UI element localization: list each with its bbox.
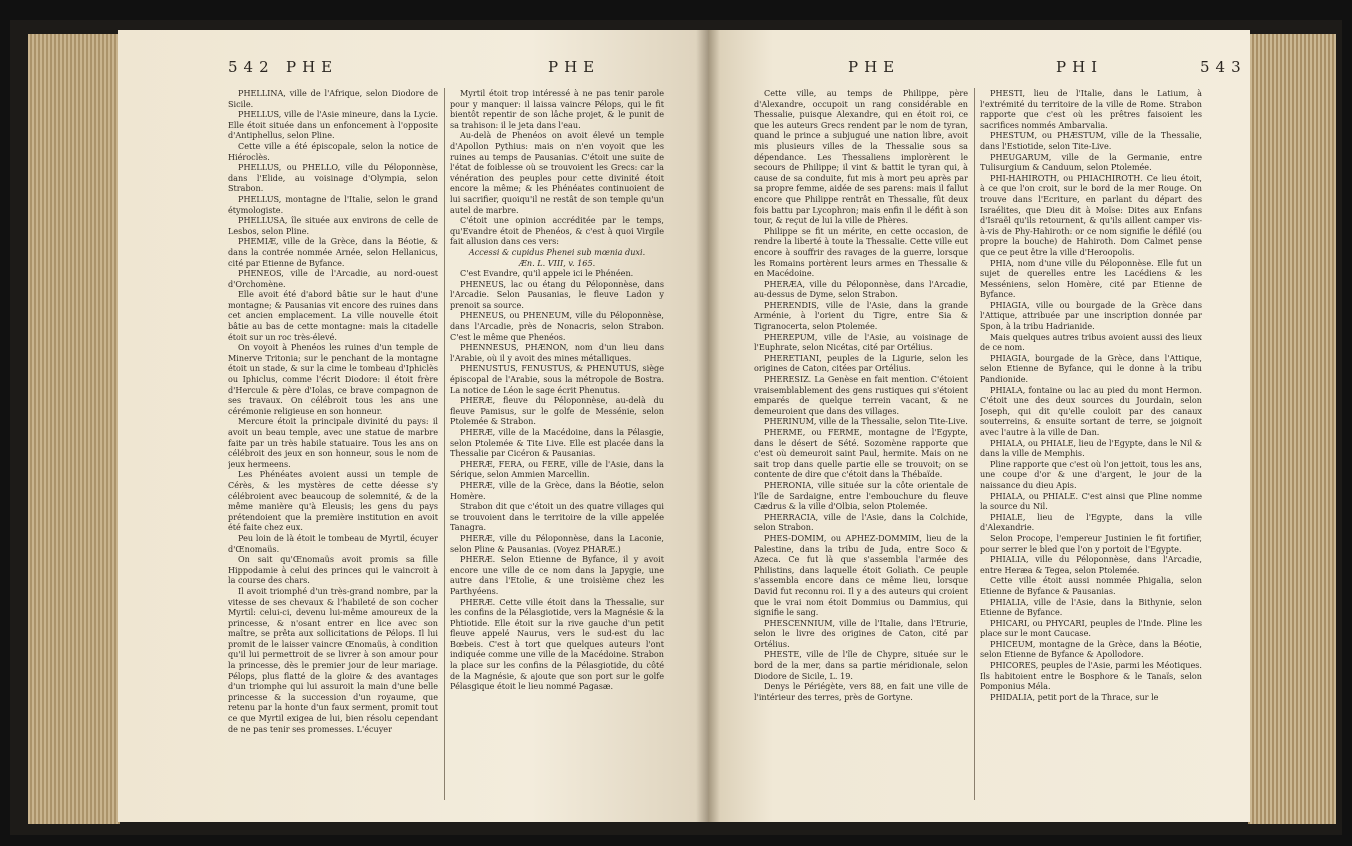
dictionary-entry: PHERÆ, ville du Péloponnèse, dans la Laconie, selon Pline & Pausanias. (Voyez PHARÆ.) (450, 532, 664, 554)
dictionary-entry: PHERONIA, ville située sur la côte orientale de l'île de Sardaigne, entre l'embouchure du fleuve Cædrus & la ville d'Olbia, selon Ptolemée. (754, 479, 968, 512)
dictionary-entry: Selon Procope, l'empereur Justinien le fit fortifier, pour serrer le bled que l'on y portoit de l'Egypte. (980, 532, 1202, 554)
dictionary-entry: Au-delà de Phenéos on avoit élevé un temple d'Apollon Pythius: mais on n'en voyoit que les ruines au temps de Pausanias. C'étoit une suite de l'état de foiblesse où se trouvoient les Grecs: car la vénération des peuples pour cette divinité étoit encore la même; & les Phénéates continuoient de lui sacrifier, quoiqu'il ne restât de son temple qu'un autel de marbre. (450, 130, 664, 215)
dictionary-entry: Cette ville, au temps de Philippe, père d'Alexandre, occupoit un rang considérable en Thessalie, puisque Alexandre, qui en étoit roi, ce que les auteurs Grecs rendent par le nom de tyran, quand le prince a subjugué une nation libre, avoit mis plusieurs villes de la Thessalie sous sa dépendance. Les Thessaliens implorèrent le secours de Philippe; il vint & battit le tyran qui, à cause de sa conduite, fut mis à mort peu après par sa propre femme, aidée de ses parens: mais il fallut encore que Philippe rentrât en Thessalie, fût deux fois battu par Lycophron; mais enfin il le défit à son tour, & reçut de lui la ville de Phères. (754, 88, 968, 226)
dictionary-entry: PHENEUS, lac ou étang du Péloponnèse, dans l'Arcadie. Selon Pausanias, le fleuve Ladon y prenoit sa source. (450, 278, 664, 310)
dictionary-entry: On voyoit à Phenéos les ruines d'un temple de Minerve Tritonia; sur le penchant de la montagne étoit un stade, & sur la cime le tombeau d'Iphiclès ou Iphiclus, comme l'écrit Diodore: il étoit frère d'Hercule & père d'Iolas, ce brave compagnon de ses travaux. On célébroit tous les ans une cérémonie religieuse en son honneur. (228, 342, 438, 416)
dictionary-entry: PHELLUS, ville de l'Asie mineure, dans la Lycie. Elle étoit située dans un enfoncement à l'opposite d'Antiphellus, selon Pline. (228, 109, 438, 141)
dictionary-entry: PHELLUS, ou PHELLO, ville du Péloponnèse, dans l'Elide, au voisinage d'Olympia, selon Strabon. (228, 162, 438, 194)
right-page-column-2 (980, 88, 1202, 800)
dictionary-entry: PHESTI, lieu de l'Italie, dans le Latium, à l'extrémité du territoire de la ville de Rome. Strabon rapporte que c'est où les prêtres faisoient les sacrifices nommés Ambarvalia. (980, 88, 1202, 130)
left-page-column-1 (228, 88, 438, 800)
dictionary-entry: PHERÆ, ville de la Grèce, dans la Béotie, selon Homère. (450, 479, 664, 501)
dictionary-entry: PHICORES, peuples de l'Asie, parmi les Méotiques. Ils habitoient entre le Bosphore & le Tanaïs, selon Pomponius Méla. (980, 660, 1202, 692)
dictionary-entry: Elle avoit été d'abord bâtie sur le haut d'une montagne; & Pausanias vit encore des ruines dans cet ancien emplacement. La ville nouvelle étoit bâtie au bas de cette montagne: mais la citadelle étoit sur un roc très-élevé. (228, 289, 438, 342)
page-edges-right (1248, 34, 1336, 824)
dictionary-entry: PHIALA, fontaine ou lac au pied du mont Hermon. C'étoit une des deux sources du Jourdain, selon Joseph, qui dit qu'elle couloit par des canaux souterreins, & ensuite sortant de terre, se joignoit avec l'autre à la ville de Dan. (980, 384, 1202, 437)
dictionary-entry: PHENNESUS, PHÆNON, nom d'un lieu dans l'Arabie, où il y avoit des mines métalliques. (450, 342, 664, 363)
dictionary-entry: PHICARI, ou PHYCARI, peuples de l'Inde. Pline les place sur le mont Caucase. (980, 617, 1202, 639)
dictionary-entry: Cette ville a été épiscopale, selon la notice de Hiéroclès. (228, 140, 438, 162)
dictionary-entry: PHENEOS, ville de l'Arcadie, au nord-ouest d'Orchomène. (228, 268, 438, 289)
dictionary-entry: Æn. L. VIII, v. 165. (518, 257, 596, 268)
running-head-right-b: PHI (1056, 58, 1104, 76)
dictionary-entry: C'étoit une opinion accréditée par le temps, qu'Evandre étoit de Phenéos, & c'est à quoi Virgile fait allusion dans ces vers: (450, 215, 664, 247)
dictionary-entry: PHELLINA, ville de l'Afrique, selon Diodore de Sicile. (228, 88, 438, 109)
dictionary-entry: PHERETIANI, peuples de la Ligurie, selon les origines de Caton, citées par Ortélius. (754, 352, 968, 374)
dictionary-entry: PHIDALIA, petit port de la Thrace, sur le (990, 691, 1159, 702)
dictionary-entry: PHI-HAHIROTH, ou PHIACHIROTH. Ce lieu étoit, à ce que l'on croit, sur le bord de la mer Rouge. On trouve dans l'Ecriture, en parlant du départ des Israélites, que Dieu dit à Moïse: Dites aux Enfans d'Israël qu'ils retournent, & qu'ils aillent camper vis-à-vis de Phy-Hahiroth: or ce nom signifie le défilé (ou propre la bouche) de Hahiroth. Dom Calmet pense que ce peut être la ville d'Heroopolis. (980, 172, 1202, 257)
dictionary-entry: PHESTUM, ou PHÆSTUM, ville de la Thessalie, dans l'Estiotide, selon Tite-Live. (980, 130, 1202, 151)
dictionary-entry: PHERRACIA, ville de l'Asie, dans la Colchide, selon Strabon. (754, 511, 968, 533)
dictionary-entry: Accessi & cupidus Phenei sub mœnia duxi. (468, 246, 646, 257)
dictionary-entry: PHERESIZ. La Genèse en fait mention. C'étoient vraisemblablement des gens rustiques qui s'étoient emparés de quelque terrein vacant, & ne demeuroient que dans des villages. (754, 374, 968, 416)
dictionary-entry: PHEREPUM, ville de l'Asie, au voisinage de l'Euphrate, selon Nicétas, cité par Ortélius. (754, 331, 968, 353)
dictionary-entry: Mais quelques autres tribus avoient aussi des lieux de ce nom. (980, 331, 1202, 353)
dictionary-entry: PHERME, ou FERME, montagne de l'Egypte, dans le désert de Sété. Sozomène rapporte que c'est où demeuroit saint Paul, hermite. Mais on ne sait trop dans quelle partie elle se trouvoit; on se contente de dire que c'étoit dans la Thébaïde. (754, 427, 968, 480)
dictionary-entry: PHERÆ, ville de la Macédoine, dans la Pélasgie, selon Ptolemée & Tite Live. Elle est placée dans la Thessalie par Cicéron & Pausanias. (450, 427, 664, 459)
column-divider (444, 88, 445, 800)
dictionary-entry: Mercure étoit la principale divinité du pays: il avoit un beau temple, avec une statue de marbre faite par un très habile statuaire. Tous les ans on célébroit des jeux en son honneur, sous le nom de jeux hermeens. (228, 416, 438, 469)
dictionary-entry: PHERINUM, ville de la Thessalie, selon Tite-Live. (764, 416, 968, 427)
dictionary-entry: Cette ville étoit aussi nommée Phigalia, selon Etienne de Byfance & Pausanias. (980, 575, 1202, 596)
dictionary-entry: Myrtil étoit trop intéressé à ne pas tenir parole pour y manquer: il laissa vaincre Pélops, qui le fit bientôt repentir de son lâche projet, & le punit de sa trahison: il le jeta dans l'eau. (450, 88, 664, 130)
dictionary-entry: PHES-DOMIM, ou APHEZ-DOMMIM, lieu de la Palestine, dans la tribu de Juda, entre Soco & Azeca. Ce fut là que s'assembla l'armée des Philistins, dans laquelle étoit Goliath. Ce peuple s'assembla encore dans ce même lieu, lorsque David fut reconnu roi. Il y a des auteurs qui croient que le vrai nom étoit Dommius ou Dammius, qui signifie le sang. (754, 532, 968, 618)
dictionary-entry: PHIA, nom d'une ville du Péloponnèse. Elle fut un sujet de querelles entre les Lacédiens & les Messéniens, selon Homère, cité par Etienne de Byfance. (980, 257, 1202, 300)
right-page-column-1 (754, 88, 968, 800)
dictionary-entry: PHERÆ, FERA, ou FERE, ville de l'Asie, dans la Sérique, selon Ammien Marcellin. (450, 458, 664, 480)
dictionary-entry: PHENUSTUS, FENUSTUS, & PHENUTUS, siège épiscopal de l'Arabie, sous la métropole de Bostra. La notice de Léon le sage écrit Phenutus. (450, 363, 664, 395)
dictionary-entry: PHIALIA, ville du Péloponnèse, dans l'Arcadie, entre Heræa & Tegea, selon Ptolemée. (980, 554, 1202, 575)
dictionary-entry: PHIALA, ou PHIALE. C'est ainsi que Pline nomme la source du Nil. (980, 490, 1202, 512)
running-head-right-a: PHE (848, 58, 901, 76)
dictionary-entry: PHICEUM, montagne de la Grèce, dans la Béotie, selon Etienne de Byfance & Apollodore. (980, 638, 1202, 660)
dictionary-entry: PHESTE, ville de l'île de Chypre, située sur le bord de la mer, dans sa partie méridionale, selon Diodore de Sicile, L. 19. (754, 649, 968, 681)
dictionary-entry: PHERÆ. Selon Etienne de Byfance, il y avoit encore une ville de ce nom dans la Japygie, une autre dans l'Etolie, & une troisième chez les Parthyéens. (450, 554, 664, 596)
dictionary-entry: PHENEUS, ou PHENEUM, ville du Péloponnèse, dans l'Arcadie, près de Nonacris, selon Strabon. C'est le même que Phenéos. (450, 310, 664, 342)
dictionary-entry: Denys le Périégète, vers 88, en fait une ville de l'intérieur des terres, près de Gortyne. (754, 681, 968, 702)
dictionary-entry: Il avoit triomphé d'un très-grand nombre, par la vitesse de ses chevaux & l'habileté de son cocher Myrtil: celui-ci, devenu lui-même amoureux de la princesse, & n'osant entrer en lice avec son maître, se prêta aux sollicitations de Pélops. Il lui promit de le laisser vaincre Œnomaüs, à condition qu'il lui permettroit de se livrer à son amour pour la princesse, dès le premier jour de leur mariage. Pélops, plus flatté de la gloire & des avantages d'un triomphe qui lui assuroit la main d'une belle princesse & la succession d'un royaume, que retenu par la honte d'un faux serment, promit tout ce que Myrtil exigea de lui, bien résolu cependant de ne pas tenir ses promesses. L'écuyer (228, 585, 438, 734)
dictionary-entry: Peu loin de là étoit le tombeau de Myrtil, écuyer d'Œnomaüs. (228, 532, 438, 554)
dictionary-entry: PHIALE, lieu de l'Egypte, dans la ville d'Alexandrie. (980, 511, 1202, 533)
dictionary-entry: PHIALIA, ville de l'Asie, dans la Bithynie, selon Etienne de Byfance. (980, 596, 1202, 618)
dictionary-entry: On sait qu'Œnomaüs avoit promis sa fille Hippodamie à celui des princes qui le vaincroit à la course des chars. (228, 554, 438, 586)
dictionary-entry: Strabon dit que c'étoit un des quatre villages qui se trouvoient dans le territoire de la ville appelée Tanagra. (450, 501, 664, 533)
left-page-column-2 (450, 88, 664, 800)
left-page (118, 30, 708, 822)
dictionary-entry: Les Phénéates avoient aussi un temple de Cérès, & les mystères de cette déesse s'y célébroient avec beaucoup de solemnité, & de la même manière qu'à Eleusis; les gens du pays prétendoient que la première institution en avoit été faite chez eux. (228, 469, 438, 533)
dictionary-entry: PHIAGIA, bourgade de la Grèce, dans l'Attique, selon Etienne de Byfance, qui le donne à la tribu Pandionide. (980, 352, 1202, 385)
dictionary-entry: PHELLUS, montagne de l'Italie, selon le grand étymologiste. (228, 193, 438, 215)
dictionary-entry: C'est Evandre, qu'il appele ici le Phénéen. (460, 268, 634, 279)
dictionary-entry: Philippe se fit un mérite, en cette occasion, de rendre la liberté à toute la Thessalie. Cette ville eut encore à souffrir des ravages de la guerre, lorsque les Romains portèrent leurs armes en Thessalie & en Macédoine. (754, 225, 968, 279)
book-gutter (696, 30, 720, 822)
dictionary-entry: PHIAGIA, ville ou bourgade de la Grèce dans l'Attique, attribuée par une inscription donnée par Spon, à la tribu Hadrianide. (980, 299, 1202, 332)
dictionary-entry: PHEUGARUM, ville de la Germanie, entre Tulisurgium & Canduum, selon Ptolemée. (980, 151, 1202, 173)
running-head-left-a: PHE (286, 58, 339, 76)
column-divider (974, 88, 975, 800)
page-number-right: 543 (1200, 58, 1247, 76)
dictionary-entry: PHERÆ. Cette ville étoit dans la Thessalie, sur les confins de la Pélasgiotide, vers la Magnésie & la Phtiotide. Elle étoit sur la rive gauche d'un petit fleuve appelé Naurus, vers le sud-est du lac Bœbeis. C'est à tort que quelques auteurs l'ont indiquée comme une ville de la Macédoine. Strabon la place sur les confins de la Pélasgiotide, du côté de la Magnésie, & ajoute que son port sur le golfe Pélasgique étoit le lieu nommé Pagasæ. (450, 596, 664, 692)
dictionary-entry: PHERÆA, ville du Péloponnèse, dans l'Arcadie, au-dessus de Dyme, selon Strabon. (754, 278, 968, 300)
dictionary-entry: PHIALA, ou PHIALE, lieu de l'Egypte, dans le Nil & dans la ville de Memphis. (980, 437, 1202, 459)
page-number-left: 542 (228, 58, 275, 76)
dictionary-entry: PHELLUSA, île située aux environs de celle de Lesbos, selon Pline. (228, 215, 438, 236)
dictionary-entry: PHESCENNIUM, ville de l'Italie, dans l'Etrurie, selon le livre des origines de Caton, cité par Ortélius. (754, 617, 968, 649)
dictionary-entry: PHERENDIS, ville de l'Asie, dans la grande Arménie, à l'orient du Tigre, entre Sia & Tigranocerta, selon Ptolemée. (754, 299, 968, 332)
dictionary-entry: PHEMIÆ, ville de la Grèce, dans la Béotie, & dans la contrée nommée Arnée, selon Hellanicus, cité par Etienne de Byfance. (228, 236, 438, 268)
running-head-left-b: PHE (548, 58, 601, 76)
page-edges-left (28, 34, 120, 824)
right-page (708, 30, 1250, 822)
dictionary-entry: PHERÆ, fleuve du Péloponnèse, au-delà du fleuve Pamisus, sur le golfe de Messénie, selon Ptolemée & Strabon. (450, 395, 664, 427)
dictionary-entry: Pline rapporte que c'est où l'on jettoit, tous les ans, une coupe d'or & une d'argent, le jour de la naissance du dieu Apis. (980, 458, 1202, 490)
